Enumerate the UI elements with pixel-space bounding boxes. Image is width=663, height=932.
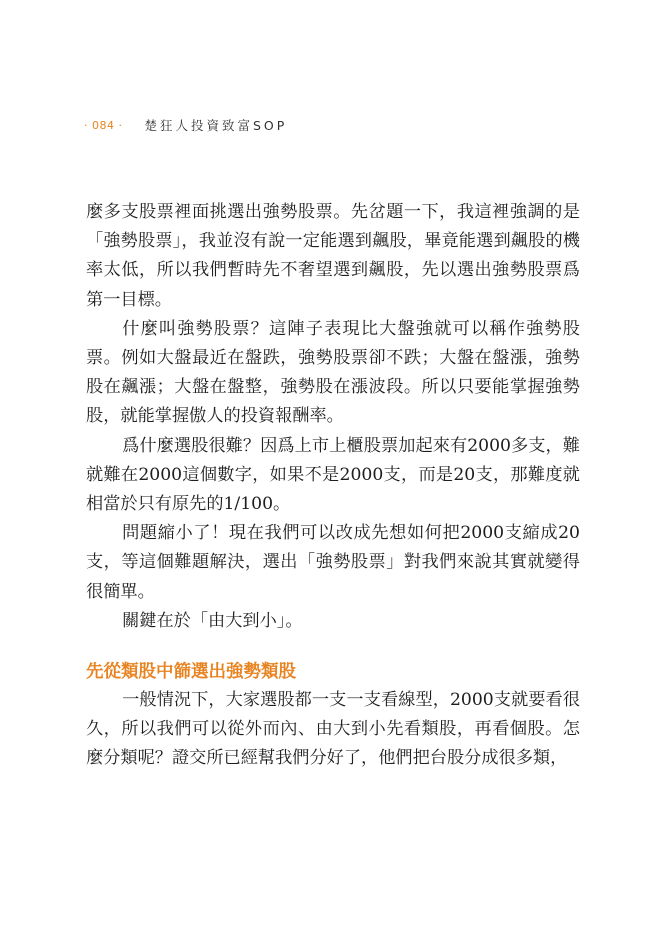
paragraph-shrink-problem: 問題縮小了！現在我們可以改成先想如何把2000支縮成20支，等這個難題解決，選出「強勢股票」對我們來說其實就變得很簡單。	[86, 523, 580, 602]
paragraph-sector-screening: 一般情況下，大家選股都一支一支看線型，2000支就要看很久，所以我們可以從外而內、由大到小先看類股，再看個股。怎麼分類呢？證交所已經幫我們分好了，他們把台股分成很多類，	[86, 690, 580, 769]
page-number: · 084 ·	[84, 118, 123, 132]
paragraph-strong-stocks: 什麼叫強勢股票？這陣子表現比大盤強就可以稱作強勢股票。例如大盤最近在盤跌，強勢股票卻不跌；大盤在盤漲，強勢股在飆漲；大盤在盤整，強勢股在漲波段。所以只要能掌握強勢股，就能掌握傲人的投資報酬率。	[86, 318, 580, 427]
page-body	[86, 198, 580, 774]
paragraph-key: 關鍵在於「由大到小」。	[122, 610, 303, 631]
paragraph-why-hard: 爲什麼選股很難？因爲上市上櫃股票加起來有2000多支，難就難在2000這個數字，如果不是2000支，而是20支，那難度就相當於只有原先的1/100。	[86, 435, 580, 515]
running-header	[84, 116, 287, 134]
paragraph-continuation: 麼多支股票裡面挑選出強勢股票。先岔題一下，我這裡強調的是「強勢股票」，我並沒有說一定能選到飆股，畢竟能選到飆股的機率太低，所以我們暫時先不奢望選到飆股，先以選出強勢股票爲第一目標。	[86, 202, 580, 310]
section-heading: 先從類股中篩選出強勢類股	[86, 662, 296, 683]
book-title: 楚狂人投資致富SOP	[144, 118, 288, 133]
